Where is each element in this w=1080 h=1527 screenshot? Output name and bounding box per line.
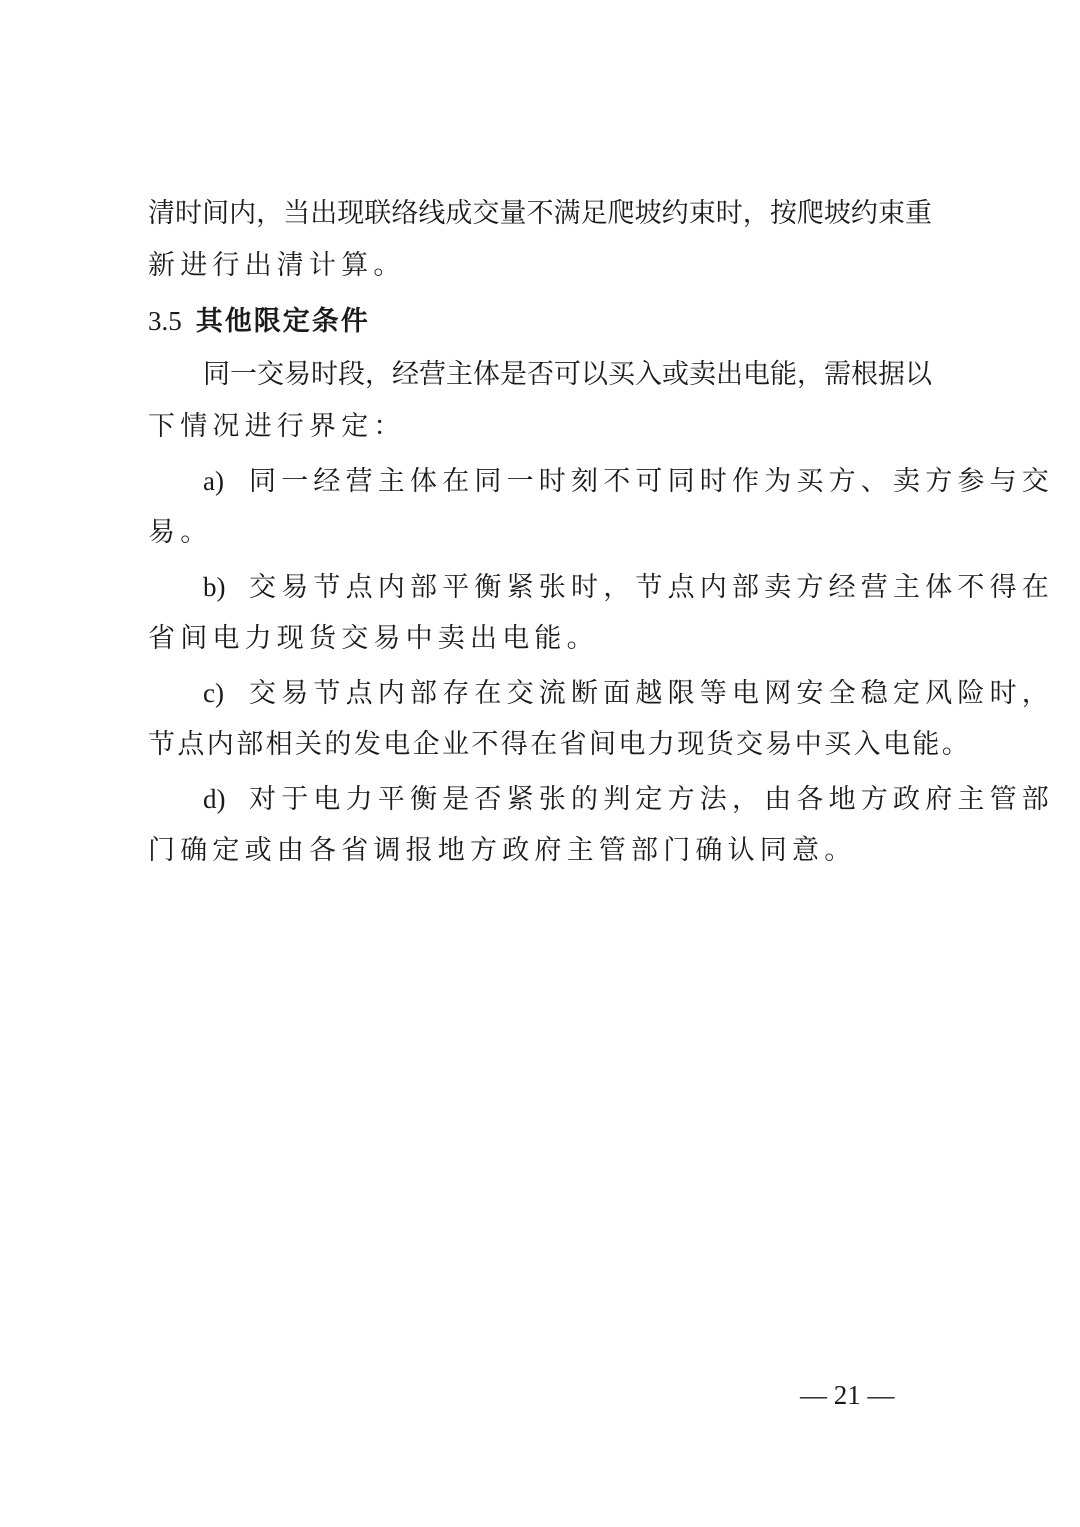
- list-item-label: a): [203, 466, 224, 496]
- paragraph-line: 清时间内，当出现联络线成交量不满足爬坡约束时，按爬坡约束重: [148, 198, 932, 229]
- list-item-label: d): [203, 784, 226, 814]
- list-item-text: 交易节点内部平衡紧张时，节点内部卖方经营主体不得在: [249, 572, 1054, 603]
- list-item-label: b): [203, 572, 226, 602]
- list-item-continuation: 门确定或由各省调报地方政府主管部门确认同意。: [148, 835, 857, 866]
- list-item-label: c): [203, 678, 224, 708]
- section-heading: [148, 301, 932, 342]
- list-item-continuation: 省间电力现货交易中卖出电能。: [148, 623, 599, 654]
- paragraph-line: 下情况进行界定：: [148, 411, 406, 442]
- list-item-continuation: 易。: [148, 517, 213, 548]
- list-item-text: 对于电力平衡是否紧张的判定方法，由各地方政府主管部: [249, 784, 1054, 815]
- list-item-continuation: 节点内部相关的发电企业不得在省间电力现货交易中买入电能。: [148, 729, 972, 760]
- paragraph-line: 新进行出清计算。: [148, 250, 406, 281]
- list-item: [203, 461, 1054, 502]
- list-item-text: 交易节点内部存在交流断面越限等电网安全稳定风险时，: [249, 678, 1054, 709]
- list-item: [203, 567, 1054, 608]
- list-item: [203, 779, 1054, 820]
- list-item: [203, 673, 1054, 714]
- section-title: 其他限定条件: [195, 306, 370, 337]
- paragraph-line: 同一交易时段，经营主体是否可以买入或卖出电能，需根据以: [203, 359, 932, 390]
- page-number: — 21 —: [800, 1380, 895, 1410]
- list-item-text: 同一经营主体在同一时刻不可同时作为买方、卖方参与交: [249, 466, 1054, 497]
- section-number: 3.5: [148, 306, 182, 336]
